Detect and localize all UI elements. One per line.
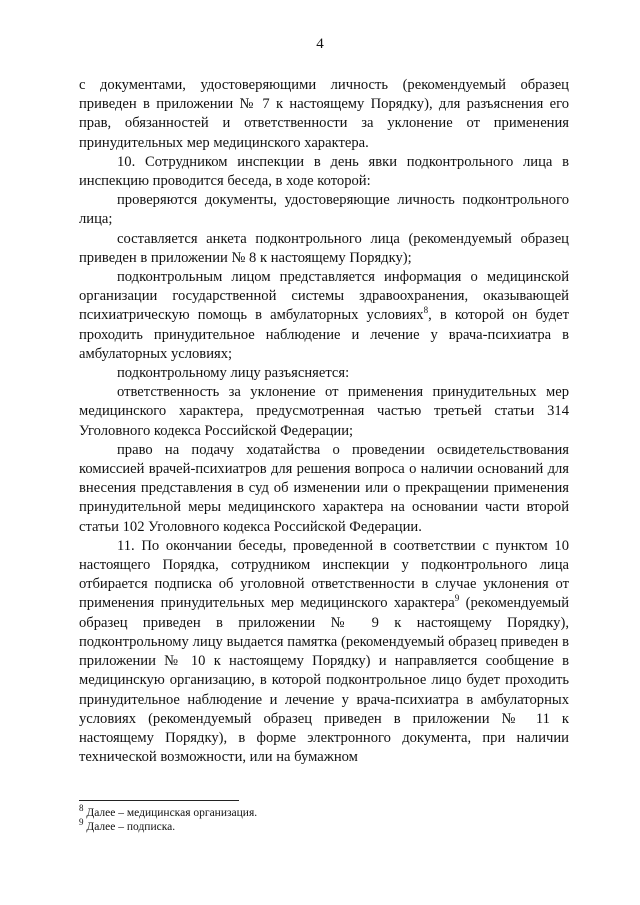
- footnote-ref-8: 8: [423, 305, 429, 316]
- footnote-8: [79, 803, 569, 820]
- footnote-8-text: Далее – медицинская организация.: [83, 807, 258, 819]
- paragraph-8: право на подачу ходатайства о проведении освидетельствования комиссией врачей-психиатров для решения вопроса о наличии оснований для внесения представления в суд об изменении или о прекращении применения принудительной меры медицинского характера на основании части второй статьи 102 Уголовного кодекса Российской Федерации.: [79, 441, 569, 535]
- paragraph-9-text-after: (рекомендуемый образец приведен в приложении № 9 к настоящему Порядку), подконтрольному лицу выдается памятка (рекомендуемый образец приведен в приложении № 10 к настоящему Порядку) и направляется сообщение в медицинскую организацию, в которой подконтрольное лицо будет проходить принудительное наблюдение и лечение у врача-психиатра в амбулаторных условиях (рекомендуемый образец приведен в приложении № 11 к настоящему Порядку), в форме электронного документа, при наличии технической возможности, или на бумажном: [79, 595, 570, 766]
- body-text: [79, 76, 569, 767]
- footnote-divider: [79, 800, 239, 801]
- paragraph-5: [79, 268, 569, 364]
- footnote-9-marker: 9: [79, 817, 84, 828]
- footnote-8-marker: 8: [79, 803, 84, 814]
- paragraph-6: подконтрольному лицу разъясняется:: [117, 365, 350, 382]
- paragraph-9-text-before: 11. По окончании беседы, проведенной в соответствии с пунктом 10 настоящего Порядка, сотрудником инспекции у подконтрольного лица отбирается подписка об уголовной ответственности в случае уклонения от применения принудительных мер медицинского характера: [79, 537, 569, 612]
- paragraph-7: ответственность за уклонение от применения принудительных мер медицинского характера, предусмотренная частью третьей статьи 314 Уголовного кодекса Российской Федерации;: [79, 384, 569, 439]
- footnote-9-text: Далее – подписка.: [83, 821, 176, 833]
- paragraph-1: с документами, удостоверяющими личность (рекомендуемый образец приведен в приложении № 7 к настоящему Порядку), для разъяснения его прав, обязанностей и ответственности за уклонение от применения принудительных мер медицинского характера.: [79, 77, 569, 151]
- paragraph-5-text-before: подконтрольным лицом представляется информация о медицинской организации государственной системы здравоохранения, оказывающей психиатрическую помощь в амбулаторных условиях: [79, 269, 569, 324]
- footnote-9: [79, 817, 569, 834]
- paragraph-5-text-after: , в которой он будет проходить принудительное наблюдение и лечение у врача-психиатра в амбулаторных условиях;: [79, 307, 569, 362]
- footnote-ref-9: 9: [454, 593, 460, 604]
- paragraph-4: составляется анкета подконтрольного лица (рекомендуемый образец приведен в приложении № 8 к настоящему Порядку);: [79, 230, 569, 266]
- footnotes: [79, 803, 569, 834]
- paragraph-2: 10. Сотрудником инспекции в день явки подконтрольного лица в инспекцию проводится беседа, в ходе которой:: [79, 153, 569, 190]
- page-number: 4: [316, 36, 324, 52]
- paragraph-3: проверяются документы, удостоверяющие личность подконтрольного лица;: [79, 192, 569, 228]
- paragraph-9: [79, 537, 569, 767]
